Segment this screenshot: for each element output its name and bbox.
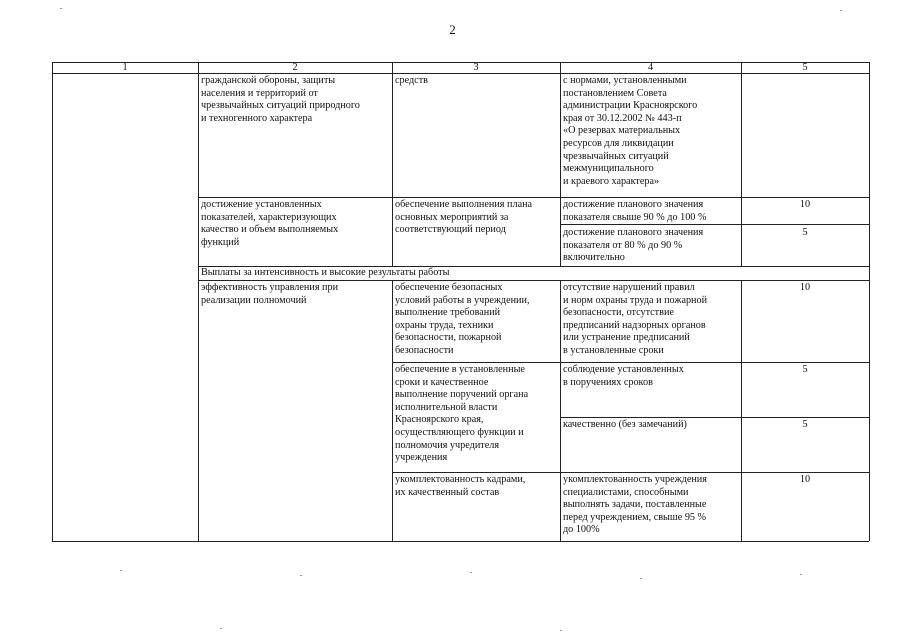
table-bottom-border [52, 541, 869, 542]
row-divider [198, 197, 869, 198]
header-bottom-border [52, 73, 869, 74]
column-divider [392, 62, 393, 266]
criterion-cell: гражданской обороны, защиты населения и территорий от чрезвычайных ситуаций природного и техногенного характера [201, 75, 360, 124]
points-value: 5 [802, 419, 808, 430]
column-divider [560, 280, 561, 541]
column-number-5: 5 [802, 62, 808, 73]
row-divider [198, 280, 869, 281]
criterion-cell: достижение установленных показателей, характеризующих качество и объем выполняемых функций [201, 199, 339, 248]
indicator-cell: достижение планового значения показателя от 80 % до 90 % включительно [563, 227, 704, 264]
column-divider [560, 62, 561, 266]
points-value: 5 [802, 227, 808, 238]
column-divider [741, 280, 742, 541]
row-divider [392, 362, 869, 363]
row-divider [560, 417, 869, 418]
indicator-cell: укомплектованность учреждения специалистами, способными выполнять задачи, поставленные перед учреждением, свыше 95 % до 100% [563, 474, 707, 536]
column-number-3: 3 [473, 62, 479, 73]
points-value: 10 [799, 199, 811, 210]
page-number: 2 [449, 22, 456, 37]
column-number-4: 4 [647, 62, 654, 73]
condition-cell: средств [395, 75, 428, 86]
row-divider [392, 472, 869, 473]
points-value: 10 [799, 282, 811, 293]
condition-cell: укомплектованность кадрами, их качественный состав [395, 474, 526, 498]
condition-cell: обеспечение выполнения плана основных мероприятий за соответствующий период [395, 199, 533, 236]
points-value: 10 [799, 474, 811, 485]
indicator-cell: с нормами, установленными постановлением Совета администрации Красноярского края от 30.12.2002 № 443-п «О резервах материальных ресурсов для ликвидации чрезвычайных ситуаций межмуниципального и краевого характера» [563, 75, 698, 187]
table-left-border [52, 62, 53, 541]
column-number-2: 2 [292, 62, 298, 73]
column-number-1: 1 [122, 62, 128, 73]
section-header: Выплаты за интенсивность и высокие результаты работы [201, 267, 450, 278]
table-right-border [869, 62, 870, 541]
indicator-cell: отсутствие нарушений правил и норм охраны труда и пожарной безопасности, отсутствие предписаний надзорных органов или устранение предписаний в установленные сроки [563, 282, 708, 356]
indicator-cell: достижение планового значения показателя свыше 90 % до 100 % [563, 199, 707, 223]
column-divider [198, 62, 199, 541]
indicator-cell: качественно (без замечаний) [563, 419, 687, 430]
points-value: 5 [802, 364, 808, 375]
condition-cell: обеспечение безопасных условий работы в учреждении, выполнение требований охраны труда, техники безопасности, пожарной безопасности [395, 282, 530, 356]
condition-cell: обеспечение в установленные сроки и качественное выполнение поручений органа исполнительной власти Красноярского края, осуществляющего функции и полномочия учредителя учреждения [395, 364, 529, 464]
indicator-cell: соблюдение установленных в поручениях сроков [563, 364, 684, 388]
column-divider [392, 280, 393, 541]
criterion-cell: эффективность управления при реализации полномочий [201, 282, 339, 306]
